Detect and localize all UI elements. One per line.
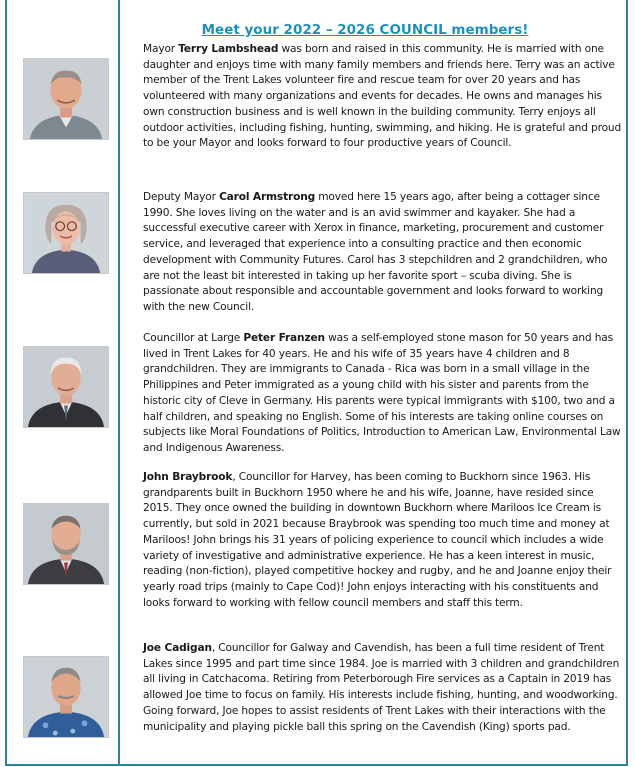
portrait-woman-glasses: [24, 193, 108, 273]
portrait-man-dark-suit: [24, 347, 108, 427]
page-title: Meet your 2022 – 2026 COUNCIL members!: [201, 22, 529, 38]
bio-joe-cadigan: Joe Cadigan, Councillor for Galway and Cavendish, has been a full time resident of Trent Lakes since 1995 and part time since 1984. Joe is married with 3 children and grandchildren all living in Catchacoma. Retiring from Peterborough Fire services as a Captain in 2019 has allowed Joe time to focus on family. His interests include fishing, hunting, and woodworking. Going forward, Joe hopes to assist residents of Trent Lakes with their interactions with the municipality and playing pickle ball this spring on the Cavendish (King) sports pad.: [143, 642, 620, 733]
member-name: Joe Cadigan: [143, 642, 212, 654]
portrait-photo-joe-cadigan: [23, 656, 109, 738]
bio-carol-armstrong: Deputy Mayor Carol Armstrong moved here 15 years ago, after being a cottager since 1990. She loves living on the water and is an avid swimmer and kayaker. She had a successful executive career with Xerox in finance, marketing, procurement and customer service, and leveraged that experience into a consulting practice and then economic development with Community Futures. Carol has 3 stepchildren and 2 grandchildren, who are not the least bit interested in taking up her favorite sport – scuba diving. She is passionate about responsible and accountable government and looks forward to working with the new Council.: [143, 191, 608, 313]
member-name: Carol Armstrong: [219, 191, 316, 203]
column-divider: [118, 0, 120, 766]
portrait-man-gray-shirt: [24, 59, 108, 139]
portrait-photo-peter-franzen: [23, 346, 109, 428]
member-name: Peter Franzen: [243, 332, 325, 344]
portrait-man-beard-suit: [24, 504, 108, 584]
bio-peter-franzen: Councillor at Large Peter Franzen was a self-employed stone mason for 50 years and has lived in Trent Lakes for 40 years. He and his wife of 35 years have 4 children and 8 grandchildren. They are immigrants to Canada - Rica was born in a small village in the Philippines and Peter immigrated as a young child with his sister and parents from the historic city of Cleve in Germany. His parents were typical immigrants with $100, two and a half children, and speaking no English. Some of his interests are taking online courses on subjects like Moral Foundations of Politics, Introduction to American Law, Environmental Law and Indigenous Awareness.: [143, 332, 621, 454]
portrait-man-patterned-shirt: [24, 657, 108, 737]
portrait-photo-terry-lambshead: [23, 58, 109, 140]
bio-john-braybrook: John Braybrook, Councillor for Harvey, has been coming to Buckhorn since 1963. His grandparents built in Buckhorn 1950 where he and his wife, Joanne, have resided since 2015. They once owned the building in downtown Buckhorn where Mariloos Ice Cream is currently, but sold in 2021 because Braybrook was spending too much time and money at Mariloos! John brings his 31 years of policing experience to council which includes a wide variety of investigative and administrative experience. He has a keen interest in music, reading (non-fiction), played competitive hockey and rugby, and he and Joanne enjoy their yearly road trips (mainly to Cape Cod)! John enjoys interacting with his constituents and looks forward to working with fellow council members and staff this term.: [143, 471, 612, 609]
portrait-photo-john-braybrook: [23, 503, 109, 585]
member-name: Terry Lambshead: [178, 43, 279, 55]
bio-terry-lambshead: Mayor Terry Lambshead was born and raised in this community. He is married with one daughter and enjoys time with many family members and friends here. Terry was an active member of the Trent Lakes volunteer fire and rescue team for over 20 years and has volunteered with many organizations and events for decades. He owns and manages his own construction business and is well known in the building community. Terry enjoys all outdoor activities, including fishing, hunting, swimming, and hiking. He is grateful and proud to be your Mayor and looks forward to four productive years of Council.: [143, 43, 622, 150]
portrait-photo-carol-armstrong: [23, 192, 109, 274]
member-name: John Braybrook: [143, 471, 233, 483]
